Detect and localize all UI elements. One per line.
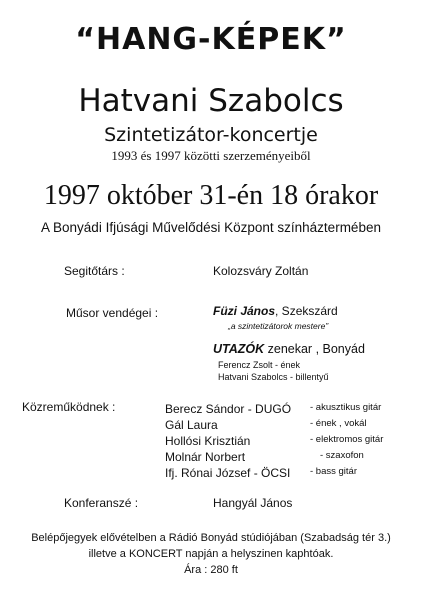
performer-role: - ének , vokál: [310, 418, 367, 429]
performer-role: - bass gitár: [310, 466, 357, 477]
concert-title: Szintetizátor-koncertje: [104, 124, 318, 146]
performer-name: Ifj. Rónai József - ÖCSI: [165, 466, 291, 480]
guest2-member1: Ferencz Zsolt - ének: [218, 360, 301, 370]
guest1-place: , Szekszárd: [275, 304, 338, 318]
ticket-price: Ára : 280 ft: [184, 564, 238, 576]
performer-role: - akusztikus gitár: [310, 402, 382, 413]
guest2-member2: Hatvani Szabolcs - billentyű: [218, 372, 329, 382]
date-time: 1997 október 31-én 18 órakor: [43, 180, 379, 211]
guest2-rest: zenekar , Bonyád: [264, 342, 365, 356]
concert-subtitle: 1993 és 1997 közötti szerzeményeiből: [111, 148, 311, 163]
ticket-info-line1: Belépőjegyek elővételben a Rádió Bonyád stúdiójában (Szabadság tér 3.): [31, 532, 391, 544]
venue: A Bonyádi Ifjúsági Művelődési Központ színháztermében: [41, 220, 381, 235]
guest2-name: UTAZÓK: [213, 342, 265, 356]
guest1-line: [213, 304, 338, 318]
performer-name: Hollósi Krisztián: [165, 434, 251, 448]
ticket-info-line2: illetve a KONCERT napján a helyszinen kaphtóak.: [88, 548, 334, 560]
host-label: Konferanszé :: [64, 496, 139, 510]
performer-name: Berecz Sándor - DUGÓ: [165, 402, 292, 416]
performer-role: - elektromos gitár: [310, 434, 384, 445]
guest2-line: [213, 342, 365, 356]
guest1-note: „a szintetizátorok mestere”: [228, 321, 329, 331]
guests-label: Műsor vendégei :: [66, 306, 159, 320]
assistant-name: Kolozsváry Zoltán: [213, 264, 309, 278]
performer-name: Molnár Norbert: [165, 450, 246, 464]
artist-name: Hatvani Szabolcs: [78, 83, 344, 119]
host-name: Hangyál János: [213, 496, 293, 510]
performers-label: Közreműködnek :: [22, 400, 116, 414]
poster-title: “HANG-KÉPEK”: [75, 22, 347, 57]
assistant-label: Segitőtárs :: [64, 264, 125, 278]
performer-name: Gál Laura: [165, 418, 218, 432]
guest1-name: Füzi János: [213, 304, 276, 318]
performer-role: - szaxofon: [320, 450, 364, 461]
